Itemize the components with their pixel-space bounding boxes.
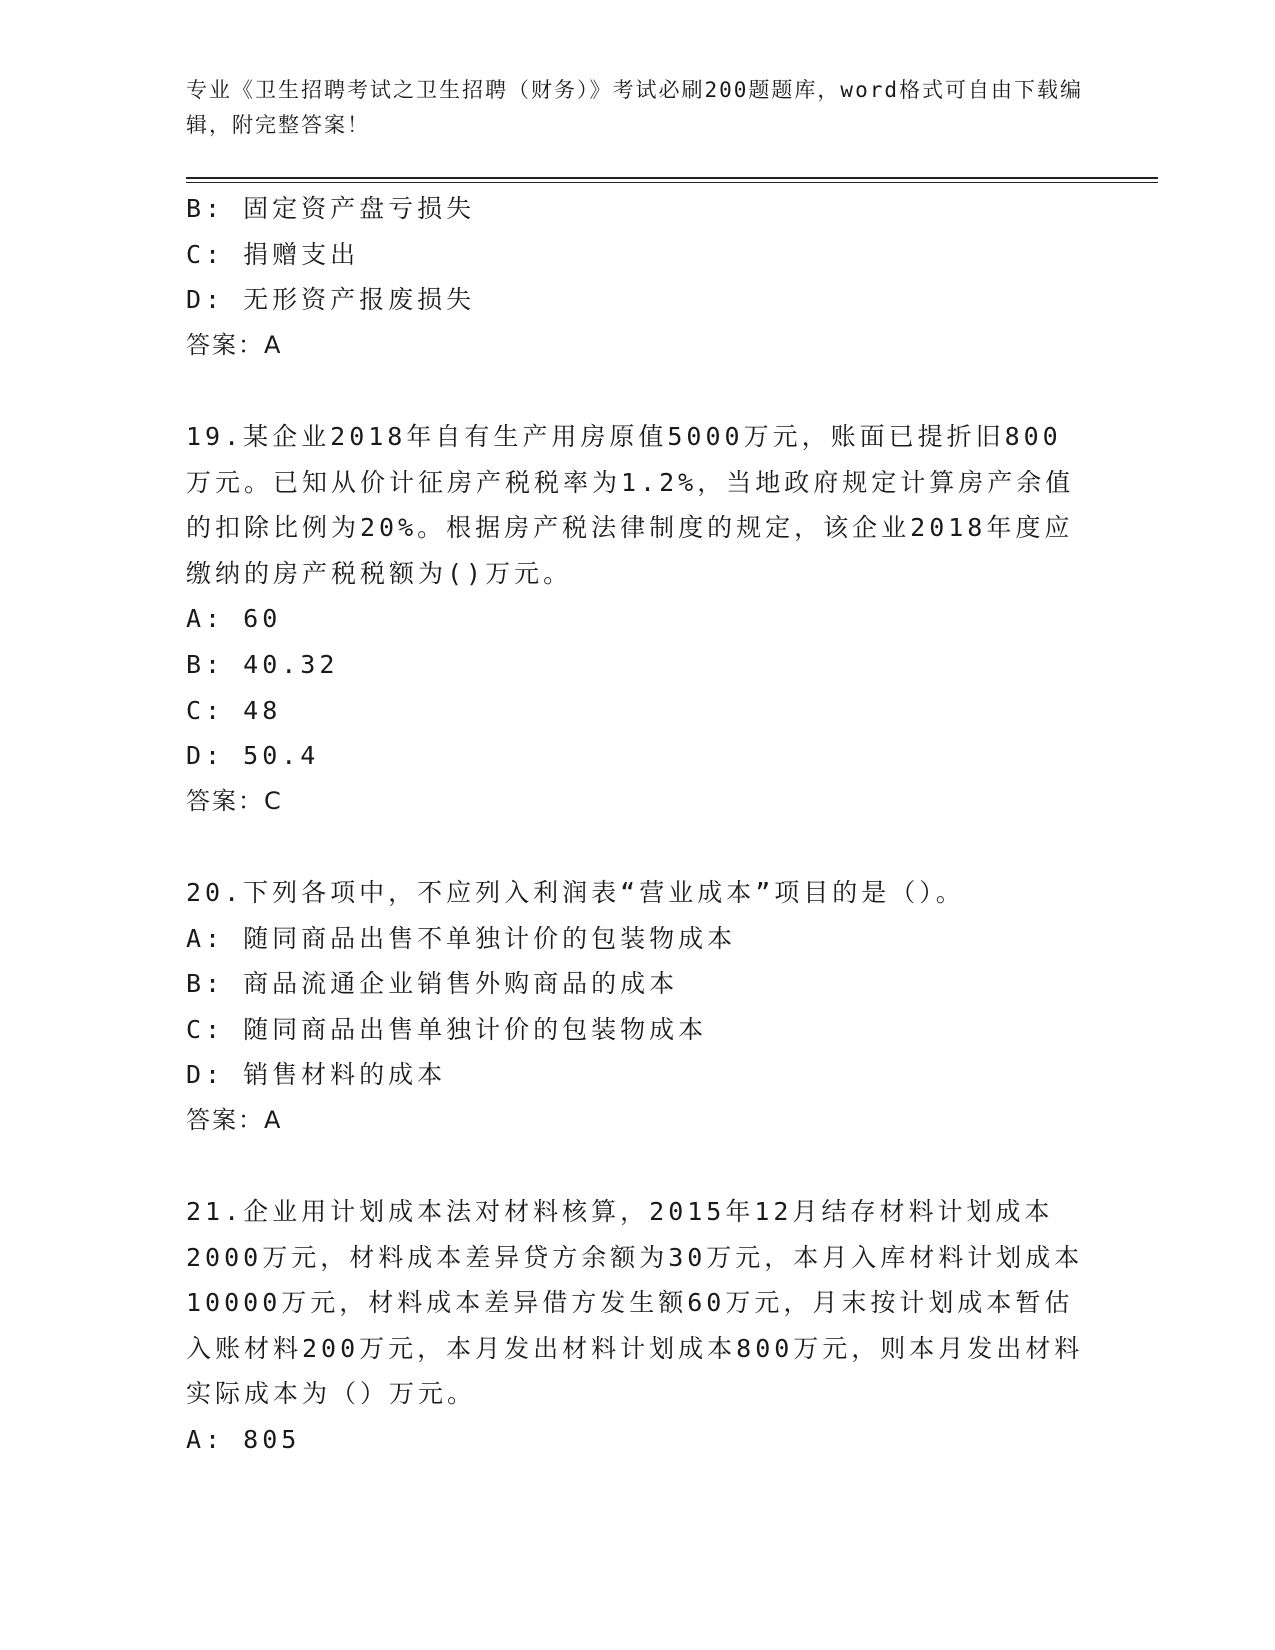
option-c: C: 捐赠支出	[186, 239, 360, 269]
answer-label: 答案：C	[186, 786, 283, 815]
header-divider-thick	[186, 177, 1158, 179]
spacer	[186, 368, 1086, 414]
option-d: D: 无形资产报废损失	[186, 285, 476, 315]
question-21	[186, 1189, 1086, 1463]
option-d: D: 销售材料的成本	[186, 1060, 447, 1090]
header-divider-thin	[186, 182, 1158, 183]
question-content	[186, 186, 1086, 1463]
prev-question-tail	[186, 186, 1086, 368]
option-b: B: 固定资产盘亏损失	[186, 194, 476, 223]
question-stem: 20.下列各项中，不应列入利润表“营业成本”项目的是（）。	[186, 877, 965, 907]
question-stem: 21.企业用计划成本法对材料核算，2015年12月结存材料计划成本2000万元，材料成本差异贷方余额为30万元，本月入库材料计划成本10000万元，材料成本差异借方发生额60万元，月末按计划成本暂估入账材料200万元，本月发出材料计划成本800万元，则本月发出材料实际成本为（）万元。	[186, 1197, 1084, 1409]
question-19	[186, 414, 1086, 824]
option-c: C: 48	[186, 695, 282, 725]
option-a: A: 805	[186, 1425, 301, 1455]
answer-label: 答案：A	[186, 1105, 283, 1134]
option-d: D: 50.4	[186, 741, 320, 771]
document-header: 专业《卫生招聘考试之卫生招聘（财务）》考试必刷200题题库，word格式可自由下载编辑，附完整答案！	[186, 78, 1083, 137]
option-c: C: 随同商品出售单独计价的包装物成本	[186, 1014, 708, 1044]
option-b: B: 商品流通企业销售外购商品的成本	[186, 969, 679, 999]
spacer	[186, 1143, 1086, 1189]
option-a: A: 60	[186, 604, 282, 634]
option-a: A: 随同商品出售不单独计价的包装物成本	[186, 923, 737, 953]
answer-label: 答案：A	[186, 330, 283, 359]
question-20	[186, 870, 1086, 1144]
spacer	[186, 824, 1086, 870]
question-stem: 19.某企业2018年自有生产用房原值5000万元，账面已提折旧800万元。已知从价计征房产税税率为1.2%，当地政府规定计算房产余值的扣除比例为20%。根据房产税法律制度的规定，该企业2018年度应缴纳的房产税税额为()万元。	[186, 421, 1075, 588]
option-b: B: 40.32	[186, 649, 339, 679]
